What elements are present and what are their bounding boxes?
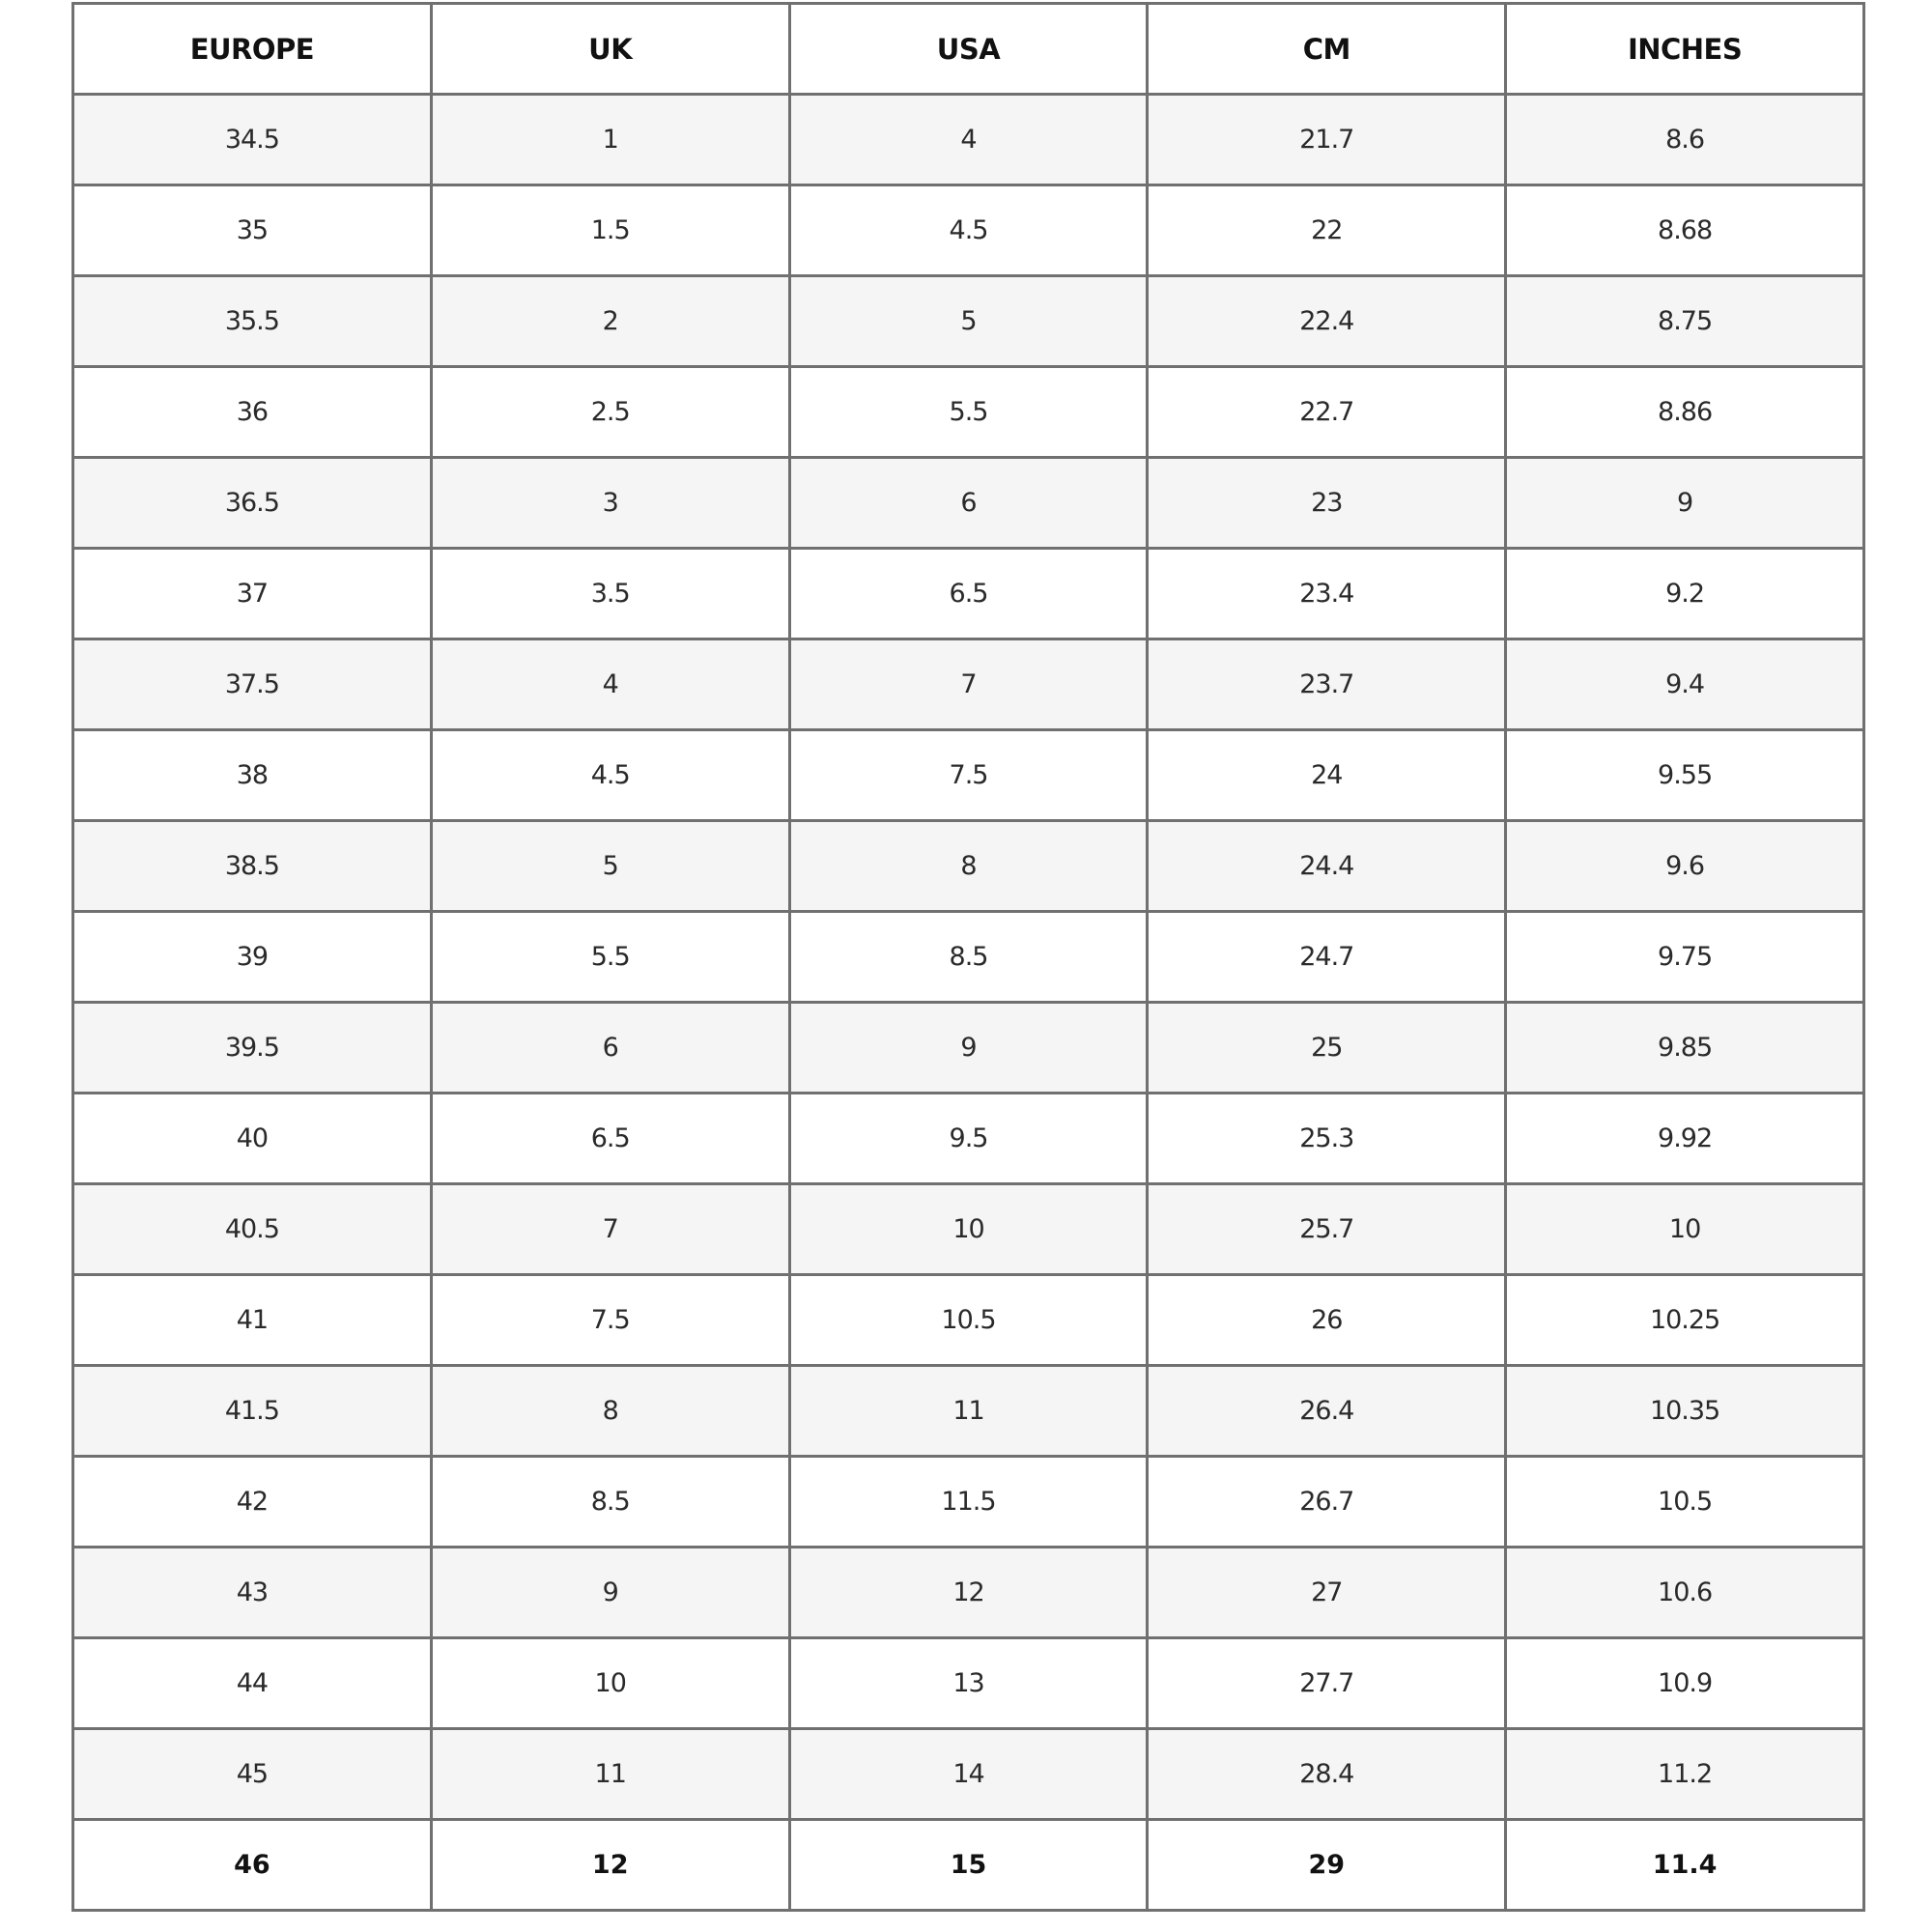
cell-europe: 35 (73, 185, 432, 276)
size-chart-container (71, 2, 1865, 1912)
cell-uk: 1 (431, 95, 789, 185)
cell-cm: 26.4 (1148, 1366, 1506, 1457)
cell-uk: 3 (431, 458, 789, 549)
cell-inches: 9.92 (1506, 1094, 1864, 1184)
cell-inches: 8.6 (1506, 95, 1864, 185)
cell-inches: 8.75 (1506, 276, 1864, 367)
cell-usa: 8 (789, 821, 1148, 912)
cell-uk: 7 (431, 1184, 789, 1275)
cell-cm: 26.7 (1148, 1457, 1506, 1548)
cell-cm: 25 (1148, 1003, 1506, 1094)
cell-cm: 22.7 (1148, 367, 1506, 458)
cell-cm: 25.7 (1148, 1184, 1506, 1275)
cell-europe: 37 (73, 549, 432, 639)
header-row (73, 4, 1864, 95)
column-header-uk: UK (431, 4, 789, 95)
column-header-usa: USA (789, 4, 1148, 95)
cell-usa: 6 (789, 458, 1148, 549)
cell-europe: 34.5 (73, 95, 432, 185)
cell-uk: 6.5 (431, 1094, 789, 1184)
cell-cm: 23.4 (1148, 549, 1506, 639)
cell-inches: 8.86 (1506, 367, 1864, 458)
cell-inches: 10.25 (1506, 1275, 1864, 1366)
cell-europe: 35.5 (73, 276, 432, 367)
cell-usa: 8.5 (789, 912, 1148, 1003)
cell-usa: 6.5 (789, 549, 1148, 639)
table-row (73, 730, 1864, 821)
cell-cm: 22.4 (1148, 276, 1506, 367)
cell-inches: 9.2 (1506, 549, 1864, 639)
cell-uk: 4 (431, 639, 789, 730)
cell-uk: 8 (431, 1366, 789, 1457)
cell-inches: 10.9 (1506, 1638, 1864, 1729)
cell-usa: 5 (789, 276, 1148, 367)
cell-cm: 26 (1148, 1275, 1506, 1366)
cell-inches: 9 (1506, 458, 1864, 549)
table-row (73, 1457, 1864, 1548)
table-row (73, 1548, 1864, 1638)
cell-europe: 38 (73, 730, 432, 821)
cell-usa: 13 (789, 1638, 1148, 1729)
cell-europe: 39.5 (73, 1003, 432, 1094)
cell-inches: 9.55 (1506, 730, 1864, 821)
cell-cm: 21.7 (1148, 95, 1506, 185)
cell-uk: 5 (431, 821, 789, 912)
cell-cm: 22 (1148, 185, 1506, 276)
table-row (73, 1094, 1864, 1184)
cell-europe: 43 (73, 1548, 432, 1638)
cell-cm: 23 (1148, 458, 1506, 549)
table-header (73, 4, 1864, 95)
cell-uk: 11 (431, 1729, 789, 1820)
table-row (73, 821, 1864, 912)
cell-uk: 3.5 (431, 549, 789, 639)
cell-usa: 9 (789, 1003, 1148, 1094)
table-row (73, 1729, 1864, 1820)
cell-inches: 9.4 (1506, 639, 1864, 730)
table-row (73, 1638, 1864, 1729)
cell-cm: 29 (1148, 1820, 1506, 1911)
cell-usa: 15 (789, 1820, 1148, 1911)
cell-uk: 9 (431, 1548, 789, 1638)
cell-uk: 8.5 (431, 1457, 789, 1548)
cell-usa: 11 (789, 1366, 1148, 1457)
cell-cm: 27.7 (1148, 1638, 1506, 1729)
cell-uk: 10 (431, 1638, 789, 1729)
table-row (73, 276, 1864, 367)
cell-inches: 10 (1506, 1184, 1864, 1275)
column-header-cm: CM (1148, 4, 1506, 95)
cell-europe: 40.5 (73, 1184, 432, 1275)
cell-inches: 9.75 (1506, 912, 1864, 1003)
column-header-inches: INCHES (1506, 4, 1864, 95)
cell-europe: 39 (73, 912, 432, 1003)
cell-uk: 2 (431, 276, 789, 367)
cell-cm: 27 (1148, 1548, 1506, 1638)
cell-uk: 12 (431, 1820, 789, 1911)
table-row (73, 1184, 1864, 1275)
cell-cm: 23.7 (1148, 639, 1506, 730)
table-row (73, 1003, 1864, 1094)
cell-europe: 42 (73, 1457, 432, 1548)
table-row (73, 1275, 1864, 1366)
cell-usa: 4.5 (789, 185, 1148, 276)
table-row (73, 458, 1864, 549)
cell-inches: 11.2 (1506, 1729, 1864, 1820)
cell-europe: 41.5 (73, 1366, 432, 1457)
cell-usa: 7 (789, 639, 1148, 730)
cell-inches: 10.35 (1506, 1366, 1864, 1457)
cell-uk: 1.5 (431, 185, 789, 276)
cell-europe: 44 (73, 1638, 432, 1729)
cell-inches: 9.85 (1506, 1003, 1864, 1094)
cell-uk: 4.5 (431, 730, 789, 821)
table-row (73, 1366, 1864, 1457)
cell-inches: 9.6 (1506, 821, 1864, 912)
cell-inches: 8.68 (1506, 185, 1864, 276)
table-body (73, 95, 1864, 1911)
table-row (73, 1820, 1864, 1911)
cell-cm: 28.4 (1148, 1729, 1506, 1820)
table-row (73, 639, 1864, 730)
cell-europe: 36 (73, 367, 432, 458)
cell-usa: 4 (789, 95, 1148, 185)
table-row (73, 95, 1864, 185)
table-row (73, 367, 1864, 458)
cell-europe: 45 (73, 1729, 432, 1820)
size-conversion-table (71, 2, 1865, 1912)
table-row (73, 549, 1864, 639)
cell-usa: 10.5 (789, 1275, 1148, 1366)
cell-europe: 37.5 (73, 639, 432, 730)
cell-uk: 7.5 (431, 1275, 789, 1366)
cell-europe: 40 (73, 1094, 432, 1184)
table-row (73, 912, 1864, 1003)
cell-inches: 10.5 (1506, 1457, 1864, 1548)
table-row (73, 185, 1864, 276)
cell-uk: 2.5 (431, 367, 789, 458)
cell-europe: 41 (73, 1275, 432, 1366)
cell-europe: 38.5 (73, 821, 432, 912)
cell-usa: 7.5 (789, 730, 1148, 821)
cell-cm: 24.7 (1148, 912, 1506, 1003)
cell-europe: 46 (73, 1820, 432, 1911)
cell-uk: 6 (431, 1003, 789, 1094)
cell-inches: 10.6 (1506, 1548, 1864, 1638)
cell-cm: 24.4 (1148, 821, 1506, 912)
cell-usa: 11.5 (789, 1457, 1148, 1548)
cell-usa: 9.5 (789, 1094, 1148, 1184)
column-header-europe: EUROPE (73, 4, 432, 95)
cell-usa: 5.5 (789, 367, 1148, 458)
cell-cm: 24 (1148, 730, 1506, 821)
cell-cm: 25.3 (1148, 1094, 1506, 1184)
cell-usa: 10 (789, 1184, 1148, 1275)
cell-usa: 12 (789, 1548, 1148, 1638)
cell-inches: 11.4 (1506, 1820, 1864, 1911)
cell-uk: 5.5 (431, 912, 789, 1003)
cell-usa: 14 (789, 1729, 1148, 1820)
cell-europe: 36.5 (73, 458, 432, 549)
